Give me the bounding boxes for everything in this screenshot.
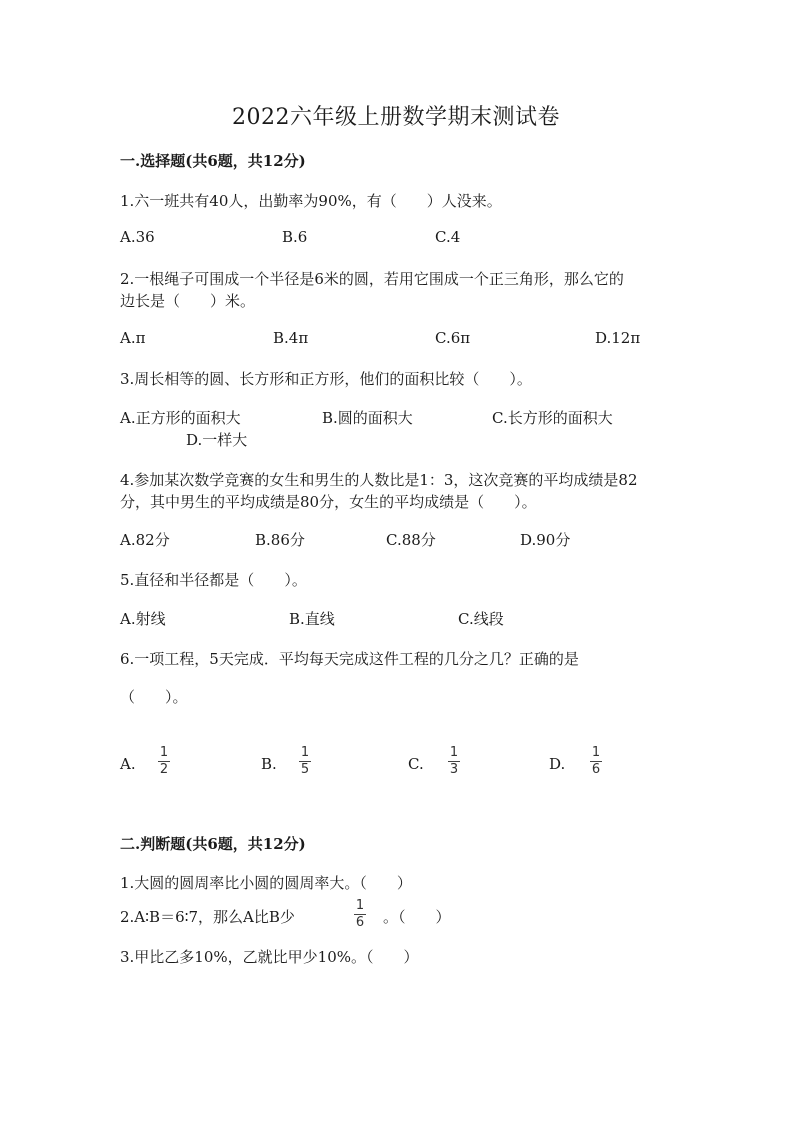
question-3: 3.周长相等的圆、长方形和正方形，他们的面积比较（ ）。 (120, 370, 532, 388)
fraction-numerator: 1 (591, 745, 601, 760)
fraction-numerator: 1 (355, 898, 365, 913)
question-4-line-1: 4.参加某次数学竞赛的女生和男生的人数比是1：3，这次竞赛的平均成绩是82 (120, 471, 638, 489)
q2-option-c: C.6π (435, 329, 471, 347)
q1-option-b: B.6 (282, 228, 308, 246)
fraction-denominator: 5 (300, 762, 310, 777)
q3-option-c: C.长方形的面积大 (492, 409, 613, 427)
fraction-numerator: 1 (159, 745, 169, 760)
question-5: 5.直径和半径都是（ ）。 (120, 571, 307, 589)
q6-option-d: D. (549, 755, 566, 773)
question-2-line-1: 2.一根绳子可围成一个半径是6米的圆，若用它围成一个正三角形，那么它的 (120, 270, 624, 288)
fraction-denominator: 3 (449, 762, 459, 777)
question-6-line-1: 6.一项工程，5天完成．平均每天完成这件工程的几分之几？正确的是 (120, 650, 579, 668)
q6-option-b: B. (261, 755, 277, 773)
fraction-numerator: 1 (449, 745, 459, 760)
q6-fraction-a (158, 746, 170, 777)
q4-option-a: A.82分 (120, 531, 170, 549)
q6-fraction-d (590, 746, 602, 777)
fraction-denominator: 2 (159, 762, 169, 777)
q6-fraction-c (448, 746, 460, 777)
q2-option-b: B.4π (273, 329, 309, 347)
q4-option-d: D.90分 (520, 531, 571, 549)
q6-option-a: A. (120, 755, 136, 773)
q3-option-d: D.一样大 (186, 431, 248, 449)
q4-option-c: C.88分 (386, 531, 436, 549)
judgment-question-2-text: 2.A∶B＝6∶7，那么A比B少 (120, 908, 295, 926)
judgment-question-3: 3.甲比乙多10%，乙就比甲少10%。（ ） (120, 948, 419, 966)
judgment-question-1: 1.大圆的圆周率比小圆的圆周率大。（ ） (120, 874, 412, 892)
q6-option-c: C. (408, 755, 424, 773)
question-4-line-2: 分，其中男生的平均成绩是80分，女生的平均成绩是（ ）。 (120, 493, 537, 511)
question-6-line-2: （ ）。 (120, 688, 188, 706)
q1-option-a: A.36 (120, 228, 155, 246)
q3-option-b: B.圆的面积大 (322, 409, 413, 427)
q1-option-c: C.4 (435, 228, 461, 246)
q3-option-a: A.正方形的面积大 (120, 409, 241, 427)
q2-option-a: A.π (120, 329, 146, 347)
section-heading-choice: 一.选择题(共6题，共12分) (120, 152, 306, 170)
fraction-denominator: 6 (591, 762, 601, 777)
judgment-q2-fraction (354, 899, 366, 930)
judgment-question-2-tail: 。（ ） (383, 908, 451, 926)
q5-option-b: B.直线 (289, 610, 335, 628)
section-heading-judgment: 二.判断题(共6题，共12分) (120, 835, 306, 853)
question-2-line-2: 边长是（ ）米。 (120, 292, 256, 310)
fraction-denominator: 6 (355, 915, 365, 930)
page-title: 2022六年级上册数学期末测试卷 (232, 105, 560, 130)
q5-option-c: C.线段 (458, 610, 504, 628)
fraction-numerator: 1 (300, 745, 310, 760)
q2-option-d: D.12π (595, 329, 641, 347)
q4-option-b: B.86分 (255, 531, 305, 549)
question-1: 1.六一班共有40人，出勤率为90%，有（ ）人没来。 (120, 192, 502, 210)
q5-option-a: A.射线 (120, 610, 166, 628)
q6-fraction-b (299, 746, 311, 777)
